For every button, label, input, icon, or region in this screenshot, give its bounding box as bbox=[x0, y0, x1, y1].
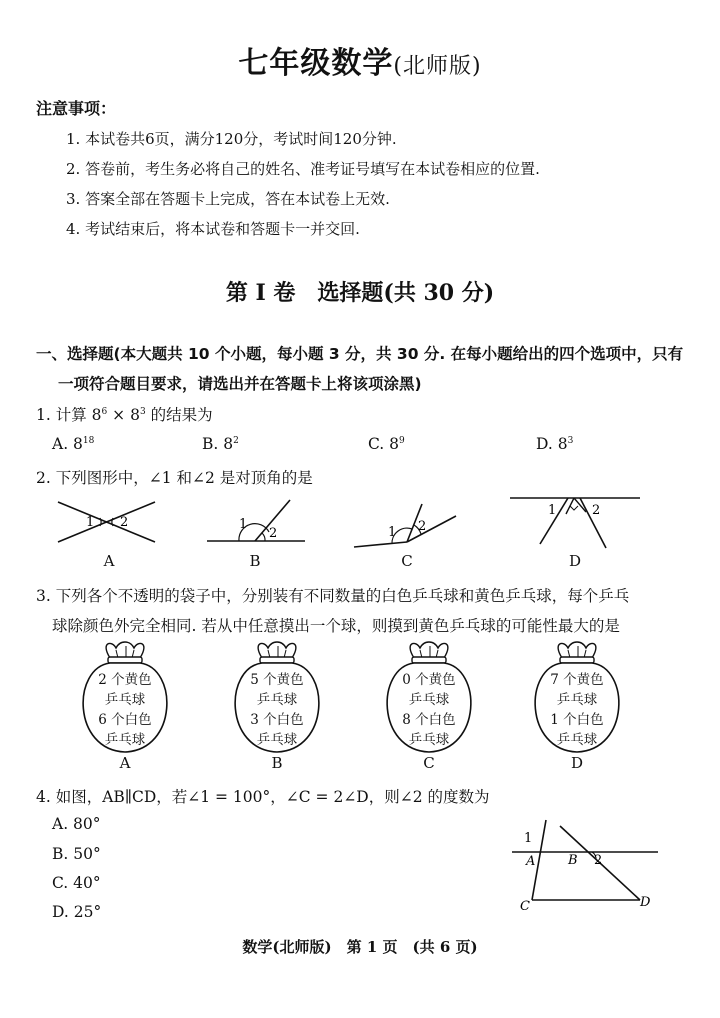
q2-label-a: A bbox=[103, 552, 115, 570]
notice-item-4: 4. 考试结束后，将本试卷和答题卡一并交回. bbox=[66, 220, 360, 238]
q1-option-b: B. $8^2$ bbox=[202, 435, 239, 453]
q1-exp2: 3 bbox=[139, 406, 146, 417]
notice-item-1: 1. 本试卷共6页，满分120分，考试时间120分钟. bbox=[66, 130, 397, 148]
q1-stem-suffix: 的结果为 bbox=[145, 406, 213, 424]
q4-fig-D: D bbox=[640, 895, 651, 910]
q4-option-b: B. 50° bbox=[52, 845, 101, 863]
q2-label-c: C bbox=[401, 552, 413, 570]
q4-fig-angle1: 1 bbox=[524, 831, 533, 846]
section-heading-line1: 一、选择题(本大题共 10 个小题，每小题 3 分，共 30 分. 在每小题给出的四个选项中，只有 bbox=[36, 345, 684, 363]
q1-stem-prefix: 1. 计算 8 bbox=[36, 406, 102, 424]
section-heading-line2: 一项符合题目要求，请选出并在答题卡上将该项涂黑) bbox=[58, 375, 422, 393]
q3-label-b: B bbox=[271, 754, 283, 772]
q4-stem: 4. 如图，AB∥CD，若∠1 = 100°，∠C = 2∠D，则∠2 的度数为 bbox=[36, 788, 490, 806]
bag-a-text: 2 个黄色 乒乓球 6 个白色 乒乓球 bbox=[98, 672, 152, 748]
notice-item-2: 2. 答卷前，考生务必将自己的姓名、准考证号填写在本试卷相应的位置. bbox=[66, 160, 540, 178]
q2-label-b: B bbox=[249, 552, 261, 570]
q2-a-angle2: 2 bbox=[120, 515, 129, 530]
q4-fig-B: B bbox=[568, 853, 578, 868]
q2-c-angle1: 1 bbox=[388, 525, 397, 540]
q2-figure-d bbox=[508, 492, 643, 552]
q2-figure-b bbox=[205, 492, 310, 552]
q3-stem-line2: 球除颜色外完全相同. 若从中任意摸出一个球，则摸到黄色乒乓球的可能性最大的是 bbox=[52, 617, 620, 635]
q3-bag-a bbox=[70, 638, 180, 756]
q3-bag-c bbox=[374, 638, 484, 756]
q4-option-d: D. 25° bbox=[52, 903, 102, 921]
notice-heading: 注意事项： bbox=[36, 99, 117, 118]
q1-stem-mid: × 8 bbox=[107, 406, 140, 424]
q1-option-a: A. $8^{18}$ bbox=[52, 435, 95, 453]
q3-label-c: C bbox=[423, 754, 435, 772]
q2-b-angle1: 1 bbox=[239, 517, 248, 532]
page-footer: 数学(北师版) 第 1 页 (共 6 页) bbox=[242, 938, 478, 956]
q4-option-a: A. 80° bbox=[52, 815, 101, 833]
q1-stem bbox=[36, 403, 213, 425]
q3-bag-b bbox=[222, 638, 332, 756]
q2-a-angle1: 1 bbox=[86, 515, 95, 530]
volume-title: 第 I 卷 选择题(共 30 分) bbox=[225, 280, 495, 306]
exam-title bbox=[0, 38, 720, 82]
q3-label-a: A bbox=[119, 754, 131, 772]
q1-option-d: D. $8^3$ bbox=[536, 435, 574, 453]
q2-b-angle2: 2 bbox=[269, 526, 278, 541]
q4-figure bbox=[506, 818, 666, 914]
q4-option-c: C. 40° bbox=[52, 874, 101, 892]
bag-b-text: 5 个黄色 乒乓球 3 个白色 乒乓球 bbox=[250, 672, 304, 748]
q1-option-c: C. $8^9$ bbox=[368, 435, 405, 453]
q2-d-angle2: 2 bbox=[592, 503, 601, 518]
q2-figure-c bbox=[352, 492, 462, 552]
q4-fig-angle2: 2 bbox=[594, 853, 603, 868]
q2-c-angle2: 2 bbox=[418, 519, 427, 534]
bag-d-text: 7 个黄色 乒乓球 1 个白色 乒乓球 bbox=[550, 672, 604, 748]
q1-exp1: 6 bbox=[101, 406, 108, 417]
q3-stem-line1: 3. 下列各个不透明的袋子中，分别装有不同数量的白色乒乓球和黄色乒乓球，每个乒乓 bbox=[36, 587, 630, 605]
q2-d-angle1: 1 bbox=[548, 503, 557, 518]
q2-figure-a bbox=[50, 492, 170, 552]
title-subtitle: (北师版) bbox=[393, 54, 482, 79]
q2-label-d: D bbox=[568, 552, 582, 570]
q3-bag-d bbox=[522, 638, 632, 756]
q3-label-d: D bbox=[570, 754, 584, 772]
notice-item-3: 3. 答案全部在答题卡上完成，答在本试卷上无效. bbox=[66, 190, 390, 208]
bag-c-text: 0 个黄色 乒乓球 8 个白色 乒乓球 bbox=[402, 672, 456, 748]
q4-fig-C: C bbox=[520, 899, 530, 914]
q4-fig-A: A bbox=[526, 854, 536, 869]
q2-stem: 2. 下列图形中，∠1 和∠2 是对顶角的是 bbox=[36, 469, 313, 487]
title-main: 七年级数学 bbox=[238, 46, 394, 81]
